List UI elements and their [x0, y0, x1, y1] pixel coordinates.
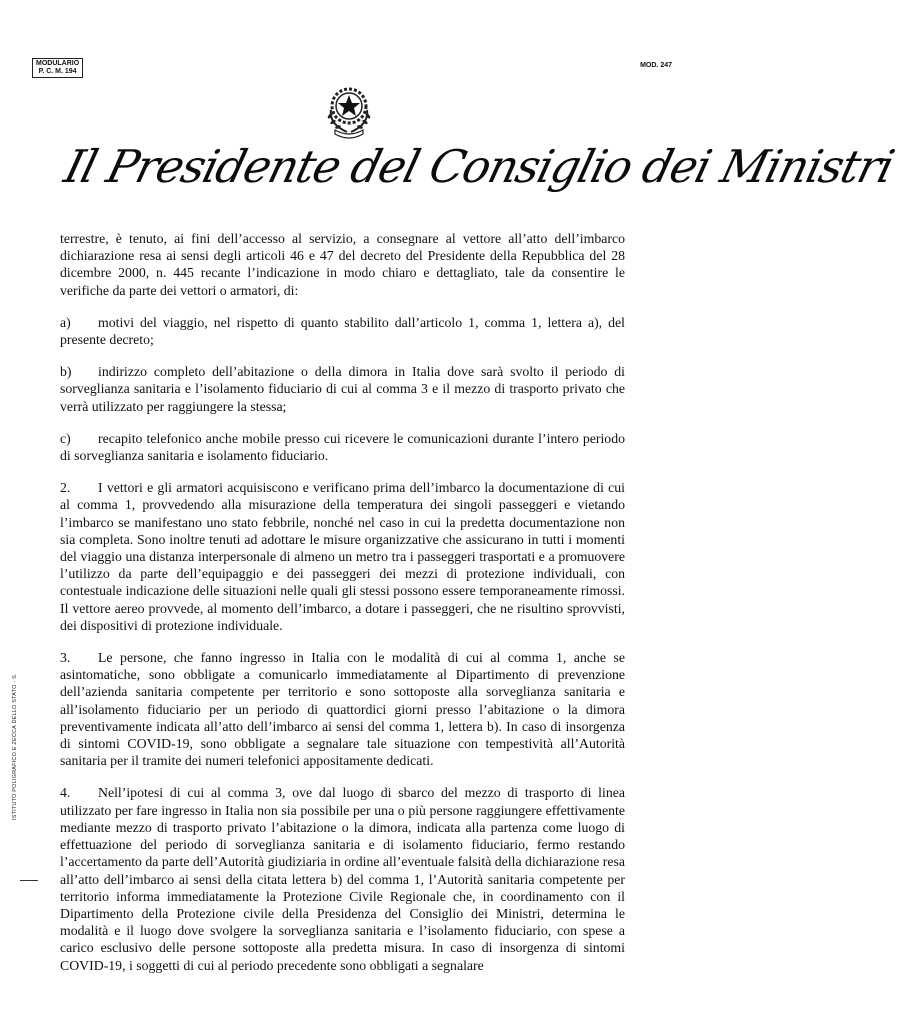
document-body — [60, 230, 625, 989]
paragraph-intro: terrestre, è tenuto, ai fini dell’accesso al servizio, a consegnare al vettore all’atto dell’imbarco dichiarazione resa ai sensi degli articoli 46 e 47 del decreto del Presidente della Repubblica del 28 dicembre 2000, n. 445 recante l’indicazione in modo chiaro e dettagliato, tale da consentire le verifiche da parte dei vettori o armatori, di: — [60, 231, 625, 298]
paragraph-2-text: I vettori e gli armatori acquisiscono e verificano prima dell’imbarco la documentazione di cui al comma 1, provvedendo alla misurazione della temperatura dei singoli passeggeri e vietando l’imbarco se manifestano uno stato febbrile, nonché nel caso in cui la predetta documentazione non sia completa. Sono inoltre tenuti ad adottare le misure organizzative che assicurano in tutti i momenti del viaggio una distanza interpersonale di almeno un metro tra i passeggeri trasportati e a promuovere l’utilizzo da parte dell’equipaggio e dei passeggeri dei mezzi di protezione individuali, con contestuale indicazione delle situazioni nelle quali gli stessi possono essere temporaneamente rimossi. Il vettore aereo provvede, al momento dell’imbarco, a dotare i passeggeri, che ne risultino sprovvisti, dei dispositivi di protezione individuale. — [60, 480, 625, 633]
item-c-label: c) — [60, 430, 71, 446]
item-c — [60, 430, 625, 464]
item-b-label: b) — [60, 364, 72, 380]
item-b-text: indirizzo completo dell’abitazione o della dimora in Italia dove sarà svolto il periodo di sorveglianza sanitaria e l’isolamento fiduciario di cui al comma 3 e il mezzo di trasporto privato che verrà utilizzato per raggiungere la stessa; — [60, 364, 625, 414]
modulario-line1: MODULARIO — [36, 60, 80, 67]
modulario-stamp — [32, 58, 83, 78]
item-c-text: recapito telefonico anche mobile presso cui ricevere le comunicazioni durante l’intero periodo di sorveglianza sanitaria e isolamento fiduciario. — [60, 430, 625, 464]
paragraph-4-text: Nell’ipotesi di cui al comma 3, ove dal luogo di sbarco del mezzo di trasporto di linea utilizzato per fare ingresso in Italia non sia possibile per una o più persone raggiungere effettivamente mediante mezzo di trasporto privato l’abitazione o la dimora, indicata alla partenza come luogo di effettuazione del periodo di sorveglianza sanitaria e di isolamento fiduciario, fermo restando l’accertamento da parte dell’Autorità giudiziaria in ordine all’eventuale falsità della dichiarazione resa all’atto dell’imbarco ai sensi della citata lettera b) del comma 1, l’Autorità sanitaria competente per territorio informa immediatamente la Protezione Civile Regionale che, in coordinamento con il Dipartimento della Protezione civile della Presidenza del Consiglio dei Ministri, determina le modalità e il luogo dove svolgere la sorveglianza sanitaria e l’isolamento fiduciario, con spese a carico esclusivo delle persone sottoposte alla predetta misura. In caso di insorgenza di sintomi COVID-19, i soggetti di cui al periodo precedente sono obbligati a segnalare — [60, 785, 626, 973]
margin-mark — [20, 880, 38, 881]
paragraph-3-label: 3. — [60, 650, 71, 666]
paragraph-2 — [60, 479, 625, 634]
item-a — [60, 314, 625, 348]
paragraph-2-label: 2. — [60, 480, 71, 496]
mod-code: MOD. 247 — [640, 62, 672, 69]
paragraph-3-text: Le persone, che fanno ingresso in Italia con le modalità di cui al comma 1, anche se asintomatiche, sono obbligate a comunicarlo immediatamente al Dipartimento di prevenzione dell’azienda sanitaria competente per territorio e sono sottoposte alla sorveglianza sanitaria e all’isolamento fiduciario per un periodo di quattordici giorni presso l’abitazione o la dimora preventivamente indicata all’atto dell’imbarco ai sensi del comma 1, lettera b). In caso di insorgenza di sintomi COVID-19, sono obbligate a segnalare tale situazione con tempestività all’Autorità sanitaria per il tramite dei numeri telefonici appositamente dedicati. — [60, 650, 625, 769]
repubblica-italiana-emblem-icon — [317, 76, 381, 140]
paragraph-4-label: 4. — [60, 785, 71, 801]
modulario-line2: P. C. M. 194 — [38, 68, 77, 75]
item-b — [60, 363, 625, 415]
side-imprint: ISTITUTO POLIGRAFICO E ZECCA DELLO STATO - S. — [12, 673, 18, 820]
page-title: Il Presidente del Consiglio dei Ministri — [59, 140, 898, 193]
item-a-text: motivi del viaggio, nel rispetto di quanto stabilito dall’articolo 1, comma 1, lettera a), del presente decreto; — [60, 314, 625, 348]
item-a-label: a) — [60, 314, 71, 330]
paragraph-3 — [60, 649, 625, 769]
paragraph-4 — [60, 784, 625, 973]
